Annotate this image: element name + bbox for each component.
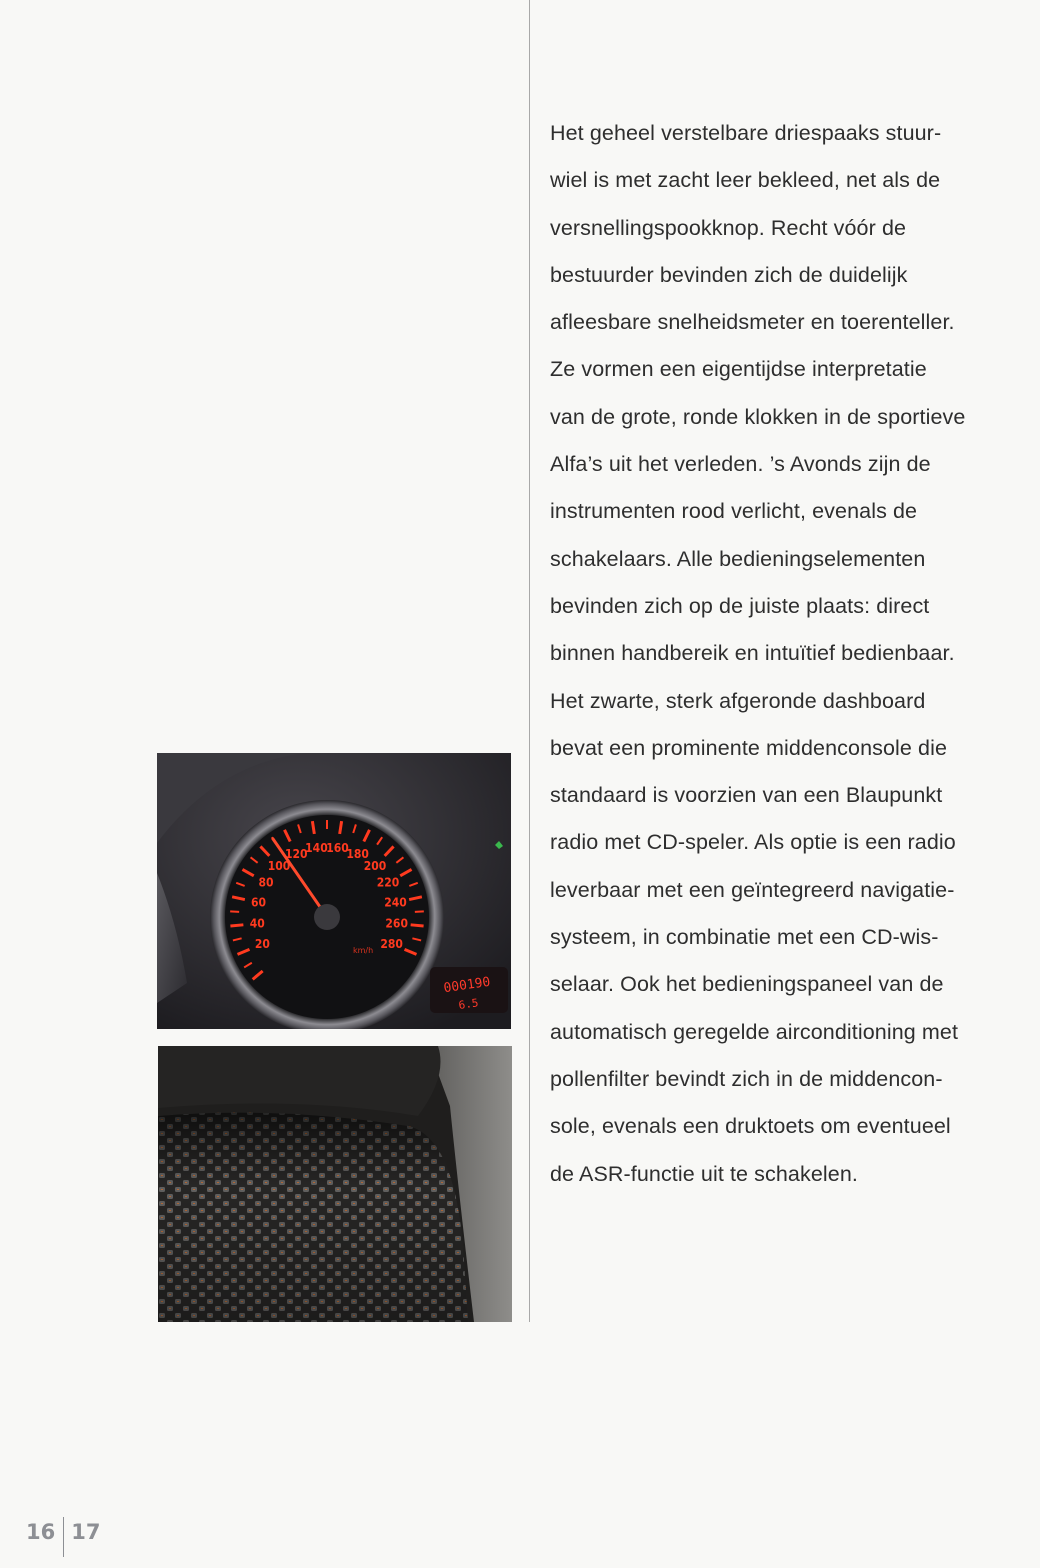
body-text-line: bevat een prominente middenconsole die [550,735,948,760]
body-text-line: afleesbare snelheidsmeter en toerenteller. [550,310,955,335]
speedometer-tick [230,911,239,912]
trip-reading: 6.5 [457,996,480,1012]
odometer-reading: 000190 [442,974,492,997]
body-text-line: Het geheel verstelbare driespaaks stuur- [550,121,942,145]
body-text-line: bestuurder bevinden zich de duidelijk [550,262,908,287]
page-numbers [26,1512,100,1552]
page-number-right: 17 [71,1520,101,1544]
column-divider [529,0,530,1322]
body-text-line: systeem, in combinatie met een CD-wis- [550,925,939,950]
speedometer-label: 260 [385,916,408,931]
speedometer-label: 100 [267,859,291,874]
body-text-line: van de grote, ronde klokken in de sportieve [550,404,966,429]
body-text-line: radio met CD-speler. Als optie is een radio [550,830,956,855]
body-text-line: selaar. Ook het bedieningspaneel van de [550,972,944,997]
speedometer-label: 160 [326,840,349,855]
speedometer-label: 60 [251,895,267,910]
speedometer-tick [230,925,243,926]
body-text-line: versnellingspookknop. Recht vóór de [550,215,907,240]
speedometer-label: 180 [346,847,369,862]
speedometer-label: 80 [258,875,274,890]
body-text-line: instrumenten rood verlicht, evenals de [550,499,918,524]
speedometer-label: 200 [363,859,387,874]
speedometer-label: 140 [305,840,328,855]
body-text-line: Het zwarte, sterk afgeronde dashboard [550,688,926,713]
dashboard-photo [157,753,511,1029]
body-text [550,110,1020,1198]
speedometer-label: 280 [380,936,403,951]
body-text-line: de ASR-functie uit te schakelen. [550,1161,858,1186]
seat-upholstery-photo [158,1046,512,1322]
page-number-left: 16 [26,1520,56,1544]
body-text-line: pollenfilter bevindt zich in de middencon- [550,1066,943,1091]
speedometer-label: 20 [254,936,270,951]
body-text-line: sole, evenals een druktoets om eventueel [550,1114,951,1139]
speedometer-label: 240 [384,895,407,910]
speedometer-unit: km/h [353,946,374,955]
body-text-line: Ze vormen een eigentijdse interpretatie [550,357,927,382]
body-text-line: binnen handbereik en intuïtief bedienbaar. [550,641,955,666]
body-text-line: wiel is met zacht leer bekleed, net als de [550,168,941,193]
speedometer-tick [312,821,314,834]
body-text-line: leverbaar met een geïntegreerd navigatie- [550,877,955,902]
speedometer-label: 120 [285,847,308,862]
needle-hub [314,904,340,930]
body-text-line: Alfa’s uit het verleden. ’s Avonds zijn de [550,452,931,477]
page-number-separator [63,1517,64,1557]
speedometer-label: 220 [376,875,400,890]
speedometer-tick [415,911,424,912]
speedometer-label: 40 [249,916,265,931]
fabric-shading [158,1113,468,1322]
body-text-line: bevinden zich op de juiste plaats: direct [550,593,930,618]
speedometer-tick [340,821,342,834]
body-text-line: standaard is voorzien van een Blaupunkt [550,783,943,808]
body-text-line: automatisch geregelde airconditioning met [550,1019,959,1044]
body-text-line: schakelaars. Alle bedieningselementen [550,546,926,571]
speedometer-tick [411,925,424,926]
